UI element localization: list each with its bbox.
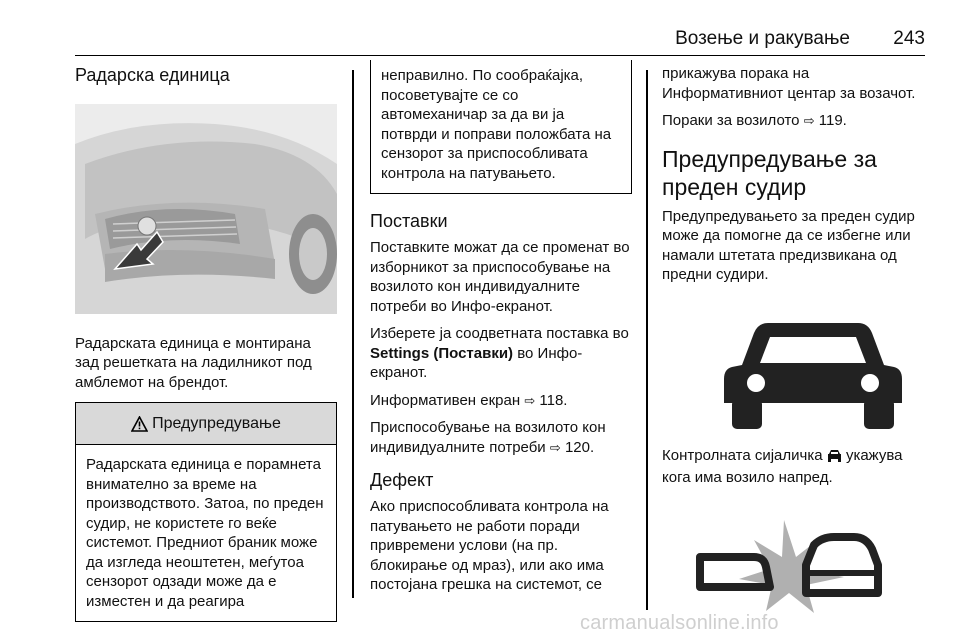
fault-paragraph-continued: прикажува порака на Информативниот центар за возачот.	[662, 65, 916, 102]
column-2	[370, 64, 632, 603]
page-reference-icon: ⇨	[524, 392, 536, 408]
page-reference-icon: ⇨	[803, 113, 815, 128]
settings-paragraph-1: Поставките можат да се променат во изборникот за приспособување на возилото кон индивидуалните потреби во Инфо-екранот.	[370, 239, 630, 315]
page-number: 243	[893, 28, 925, 49]
forward-collision-intro: Предупредувањето за преден судир може да помогне да се избегне или намали штетата предизвикана од предни судири.	[662, 207, 915, 283]
vehicle-ahead-icon	[827, 448, 842, 468]
column-3	[662, 64, 932, 621]
vehicle-ahead-lamp-icon	[718, 315, 908, 433]
section-title-forward-collision: Предупредување за преден судир	[662, 145, 877, 200]
section-title-settings: Поставки	[370, 211, 448, 231]
page-reference-icon: ⇨	[549, 439, 561, 455]
warning-body-continued: неправилно. По сообраќајка, посоветувајте се со автомеханичар за да ви ја потврди и поправи положбата на сензорот за приспособливата контрола на патувањето.	[381, 67, 612, 182]
column-divider-1	[352, 70, 354, 598]
section-title-fault: Дефект	[370, 470, 434, 490]
settings-paragraph-2: Изберете ја соодветната поставка во Settings (Поставки) во Инфо-екранот.	[370, 325, 629, 381]
column-1	[75, 64, 337, 622]
lamp-description: Контролната сијаличка укажува кога има возило напред.	[662, 447, 903, 486]
car-radar-photo	[75, 104, 337, 314]
warning-header	[76, 403, 336, 445]
warning-box-continued	[370, 60, 632, 194]
column-divider-2	[646, 70, 648, 610]
radar-description: Радарската единица е монтирана зад решетката на ладилникот под амблемот на брендот.	[75, 334, 312, 391]
page-header	[75, 28, 925, 56]
chapter-title: Возење и ракување	[675, 28, 850, 49]
warning-title: Предупредување	[152, 414, 281, 432]
reference-personalisation[interactable]: Приспособување на возилото кон индивидуалните потреби ⇨ 120.	[370, 419, 606, 456]
reference-info-display[interactable]: Информативен екран ⇨ 118.	[370, 391, 568, 409]
warning-body: Радарската единица е порамнета внимателно за време на производството. Затоа, по преден судир, не користете го веќе системот. Предниот браник може да изгледа неоштетен, меѓутоа сензорот одзади може да е изместен и да реагира	[86, 456, 324, 610]
fault-paragraph: Ако приспособливата контрола на патувањето не работи поради привремени услови (на пр. блокирање од мраз), или ако има постојана грешка на системот, се	[370, 498, 609, 593]
warning-box	[75, 402, 337, 622]
section-title-radar: Радарска единица	[75, 65, 230, 85]
settings-menu-label: Settings (Поставки)	[370, 344, 514, 362]
collision-warning-icon	[694, 515, 884, 615]
reference-vehicle-messages[interactable]: Пораки за возилото ⇨ 119.	[662, 112, 847, 129]
warning-triangle-icon	[131, 416, 148, 432]
site-watermark: carmanualsonline.info	[580, 612, 779, 634]
